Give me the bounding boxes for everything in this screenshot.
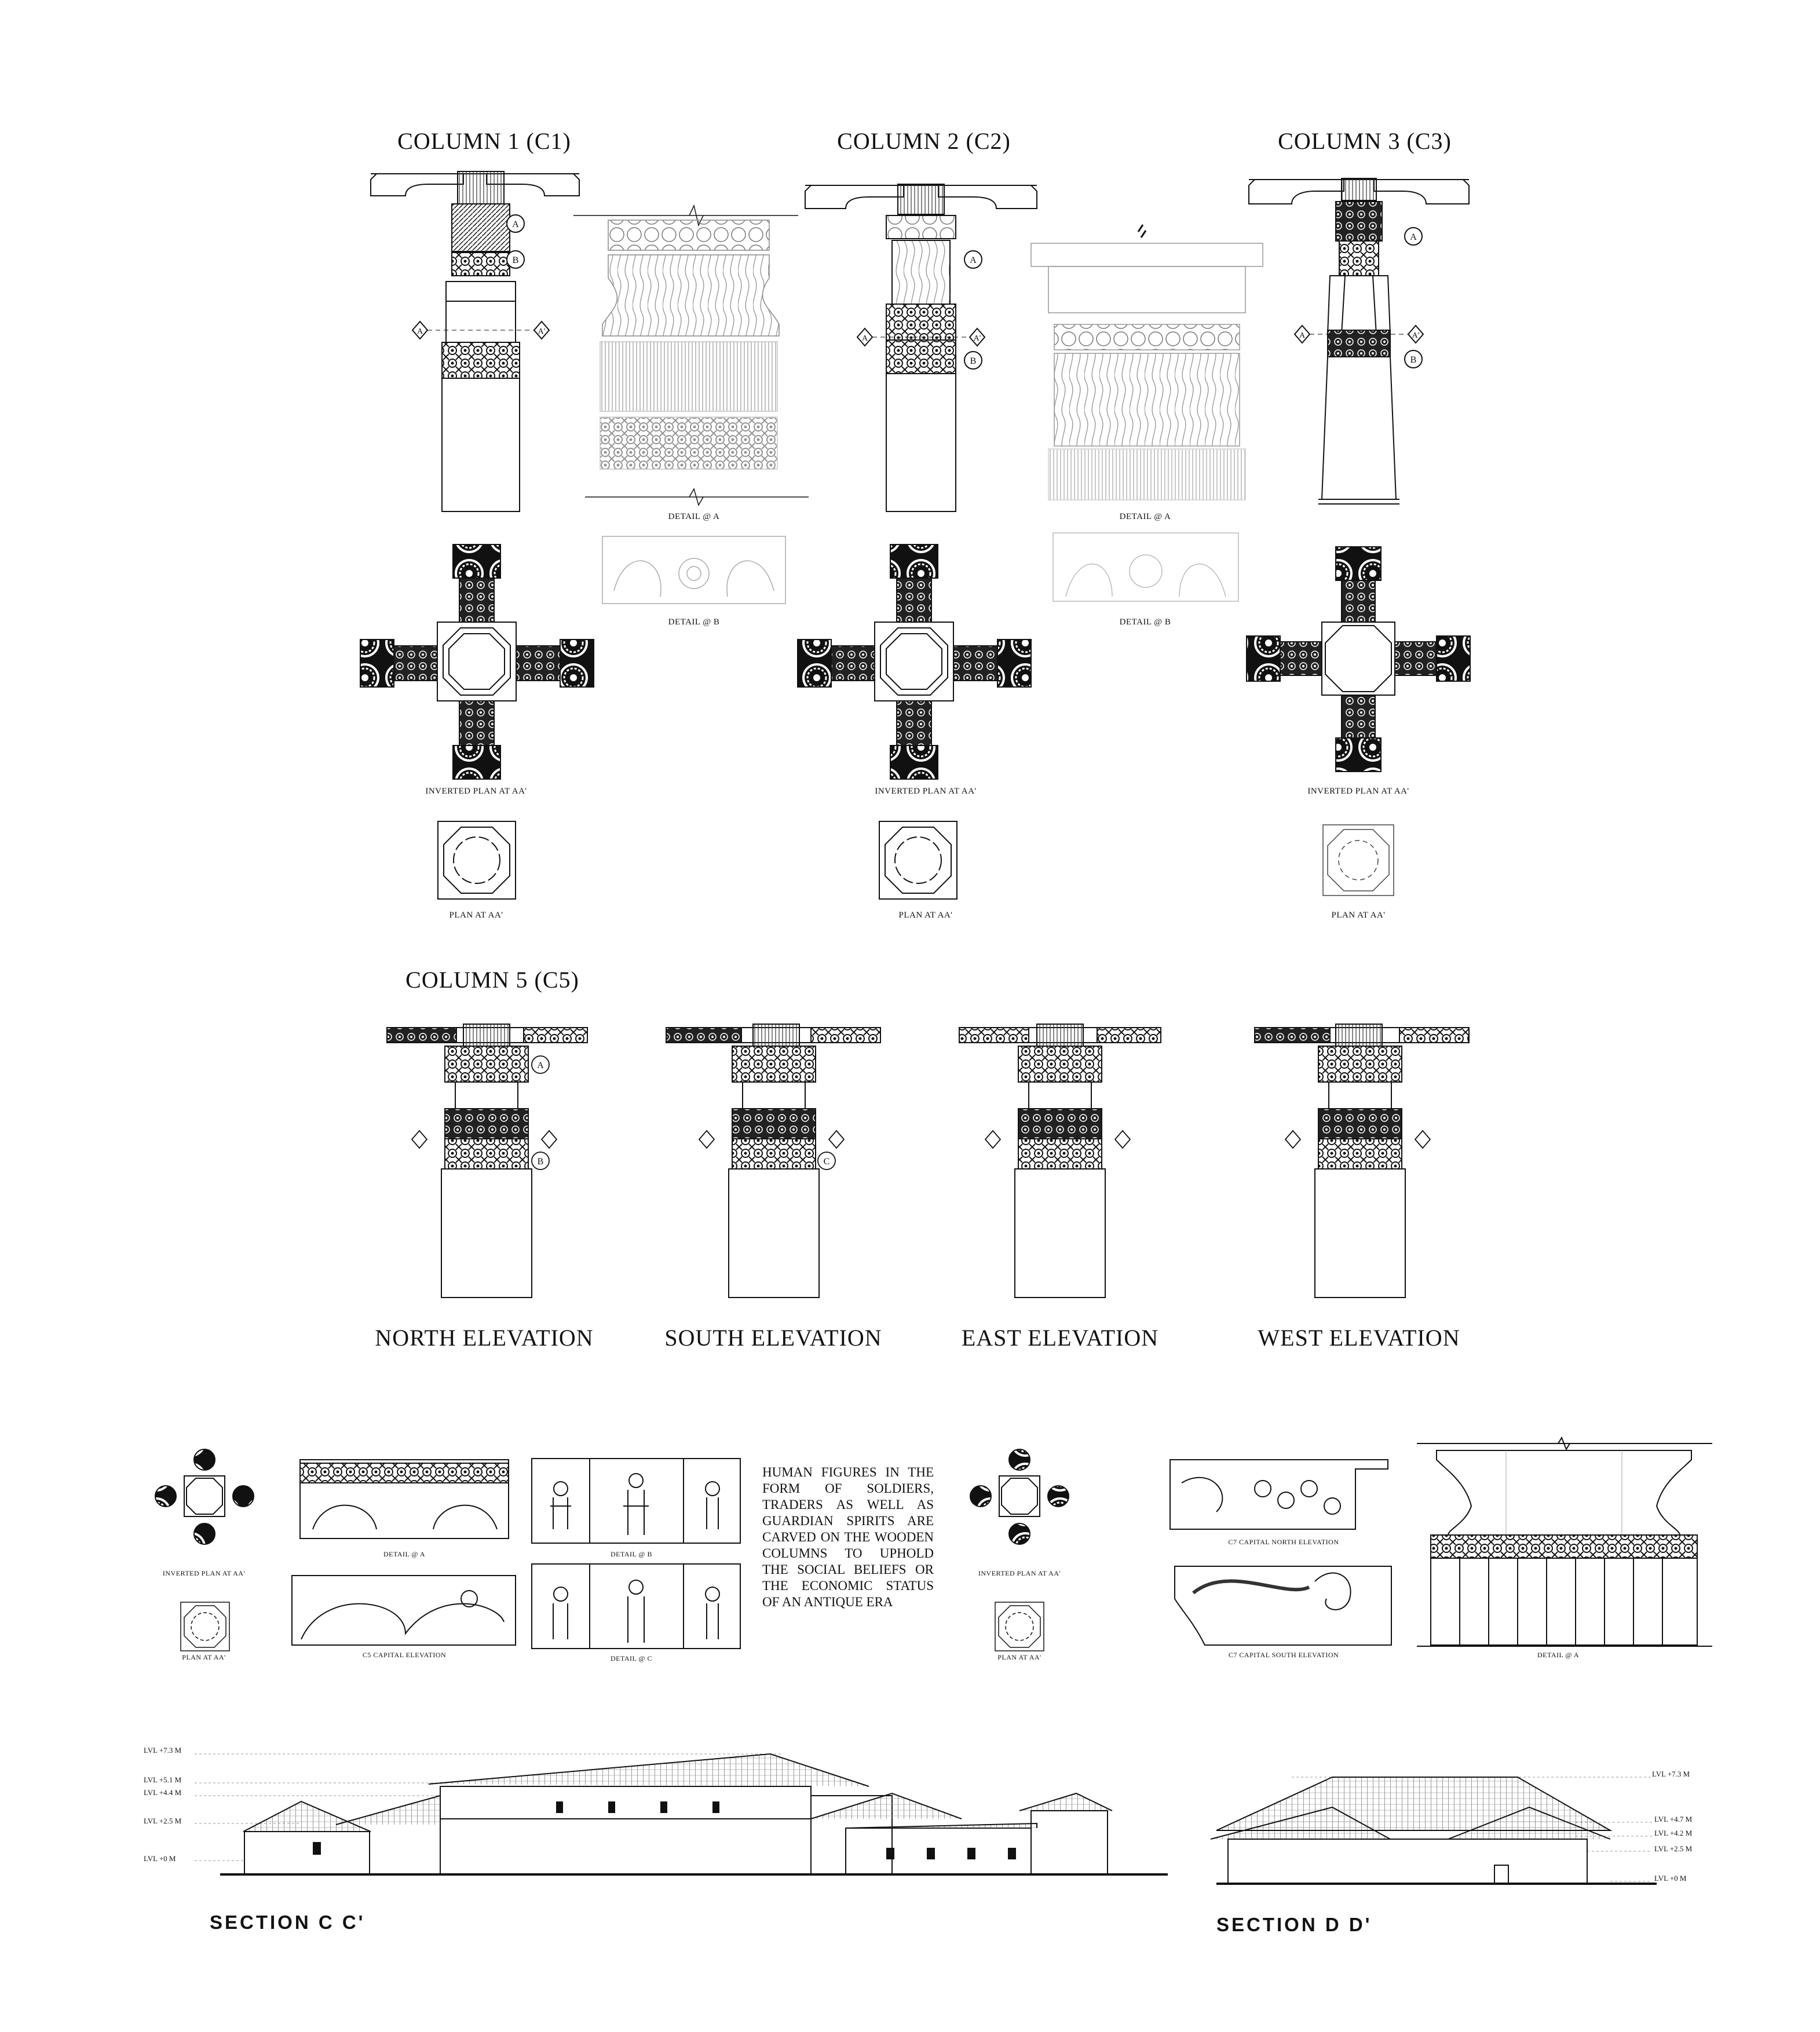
carving-note: HUMAN FIGURES IN THE FORM OF SOLDIERS, TRADERS AS WELL AS GUARDIAN SPIRITS ARE CARVED ON THE WOODEN COLUMNS TO UPHOLD THE SOCIAL BELIEFS OR THE ECONOMIC STATUS OF AN ANTIQUE ERA: [762, 1465, 934, 1609]
c5-marker-a: A: [537, 1061, 544, 1070]
c2-inverted-plan-caption: INVERTED PLAN AT AA': [875, 787, 977, 796]
c7-north-elevation-drawing: [1170, 1460, 1388, 1529]
section-dd-level-0: LVL +0 M: [1654, 1874, 1687, 1883]
c5-band-plan: [181, 1602, 229, 1651]
c3-inverted-plan: [1247, 547, 1470, 772]
west-elevation-caption: WEST ELEVATION: [1258, 1325, 1460, 1351]
east-elevation-caption: EAST ELEVATION: [961, 1325, 1159, 1351]
c5-band-capital-elevation: [292, 1576, 516, 1645]
column-1-title: COLUMN 1 (C1): [397, 128, 571, 154]
c3-marker-a-right: A': [1412, 331, 1420, 340]
section-cc-level-73: LVL +7.3 M: [144, 1746, 182, 1755]
c1-marker-a-right: A': [538, 327, 546, 336]
c5-band-detail-b: [532, 1459, 740, 1543]
section-dd-level-73: LVL +7.3 M: [1652, 1770, 1690, 1778]
column-2-title: COLUMN 2 (C2): [837, 128, 1011, 154]
c1-marker-a-left: A: [416, 327, 423, 336]
c2-marker-a-left: A: [861, 334, 868, 343]
c5-markers: [412, 1056, 1430, 1170]
c5-detail-a-caption: DETAIL @ A: [383, 1550, 425, 1558]
section-cc-level-51: LVL +5.1 M: [144, 1775, 182, 1784]
c2-detail-a-drawing: [1031, 225, 1263, 500]
c3-plan: [1323, 825, 1394, 896]
c2-detail-b-caption: DETAIL @ B: [1119, 617, 1171, 627]
c1-marker-a: A: [512, 220, 519, 229]
section-cc-title: SECTION C C': [210, 1912, 366, 1933]
c5-plan-caption: PLAN AT AA': [182, 1653, 226, 1661]
c7-band-inverted-plan: [970, 1449, 1069, 1544]
c2-marker-a-right: A': [973, 334, 981, 343]
section-dd-level-47: LVL +4.7 M: [1654, 1815, 1693, 1823]
section-dd-level-42: LVL +4.2 M: [1654, 1829, 1693, 1837]
c2-marker-b: B: [970, 356, 977, 366]
c3-marker-a-left: A: [1299, 331, 1306, 340]
section-dd-title: SECTION D D': [1216, 1914, 1372, 1935]
c2-plan: [879, 821, 957, 899]
c1-plan: [438, 821, 516, 899]
c5-band-detail-a: [300, 1460, 509, 1538]
c2-detail-b-drawing: [1053, 533, 1238, 601]
c5-capital-elevation-caption: C5 CAPITAL ELEVATION: [362, 1651, 447, 1659]
c5-marker-c: C: [823, 1157, 830, 1167]
column-5-title: COLUMN 5 (C5): [405, 967, 579, 993]
north-elevation-caption: NORTH ELEVATION: [375, 1325, 594, 1351]
c7-south-elevation-drawing: [1175, 1566, 1391, 1645]
c7-detail-a-drawing: [1417, 1438, 1712, 1646]
c5-inverted-plan-caption: INVERTED PLAN AT AA': [162, 1569, 246, 1577]
c3-marker-b: B: [1410, 355, 1417, 365]
south-elevation-caption: SOUTH ELEVATION: [664, 1325, 882, 1351]
column-2-elevation: [805, 184, 1037, 511]
section-cc-drawing: [195, 1754, 1168, 1874]
c5-west-elevation: [1255, 1024, 1469, 1298]
c5-band-detail-c: [532, 1564, 740, 1649]
section-cc-level-44: LVL +4.4 M: [144, 1788, 182, 1797]
c7-south-caption: C7 CAPITAL SOUTH ELEVATION: [1228, 1651, 1339, 1659]
c5-north-elevation: [387, 1024, 587, 1298]
column-3-elevation: [1249, 178, 1469, 504]
c7-detail-a-caption: DETAIL @ A: [1537, 1651, 1579, 1659]
c1-detail-b-drawing: [602, 536, 785, 604]
c5-band-inverted-plan: [155, 1449, 254, 1544]
c5-detail-b-caption: DETAIL @ B: [611, 1550, 652, 1558]
c7-inverted-plan-caption: INVERTED PLAN AT AA': [978, 1569, 1061, 1577]
c2-marker-a: A: [970, 255, 977, 265]
section-dd-level-25: LVL +2.5 M: [1654, 1844, 1693, 1853]
c5-detail-c-caption: DETAIL @ C: [611, 1654, 652, 1662]
c1-detail-a-drawing: [573, 206, 809, 505]
c7-band-plan: [995, 1602, 1044, 1651]
c1-marker-b: B: [512, 255, 519, 265]
c3-plan-caption: PLAN AT AA': [1331, 911, 1386, 920]
c1-inverted-plan: [360, 544, 594, 779]
c2-inverted-plan: [798, 544, 1031, 779]
c5-south-elevation: [666, 1024, 880, 1298]
column-3-title: COLUMN 3 (C3): [1278, 128, 1452, 154]
c1-inverted-plan-caption: INVERTED PLAN AT AA': [425, 787, 527, 796]
section-cc-level-0: LVL +0 M: [144, 1854, 176, 1863]
column-1-elevation: [371, 171, 579, 511]
c2-plan-caption: PLAN AT AA': [898, 911, 953, 920]
c5-marker-b: B: [537, 1157, 544, 1167]
c2-detail-a-caption: DETAIL @ A: [1119, 512, 1171, 521]
c3-marker-a: A: [1410, 232, 1417, 242]
c5-east-elevation: [959, 1024, 1161, 1298]
section-cc-level-25: LVL +2.5 M: [144, 1817, 182, 1825]
c3-inverted-plan-caption: INVERTED PLAN AT AA': [1307, 787, 1409, 796]
c1-detail-b-caption: DETAIL @ B: [668, 617, 720, 627]
c7-north-caption: C7 CAPITAL NORTH ELEVATION: [1228, 1538, 1339, 1546]
c1-plan-caption: PLAN AT AA': [449, 911, 503, 920]
c1-detail-a-caption: DETAIL @ A: [668, 512, 720, 521]
section-dd-drawing: [1211, 1777, 1657, 1884]
c7-plan-caption: PLAN AT AA': [997, 1653, 1041, 1661]
